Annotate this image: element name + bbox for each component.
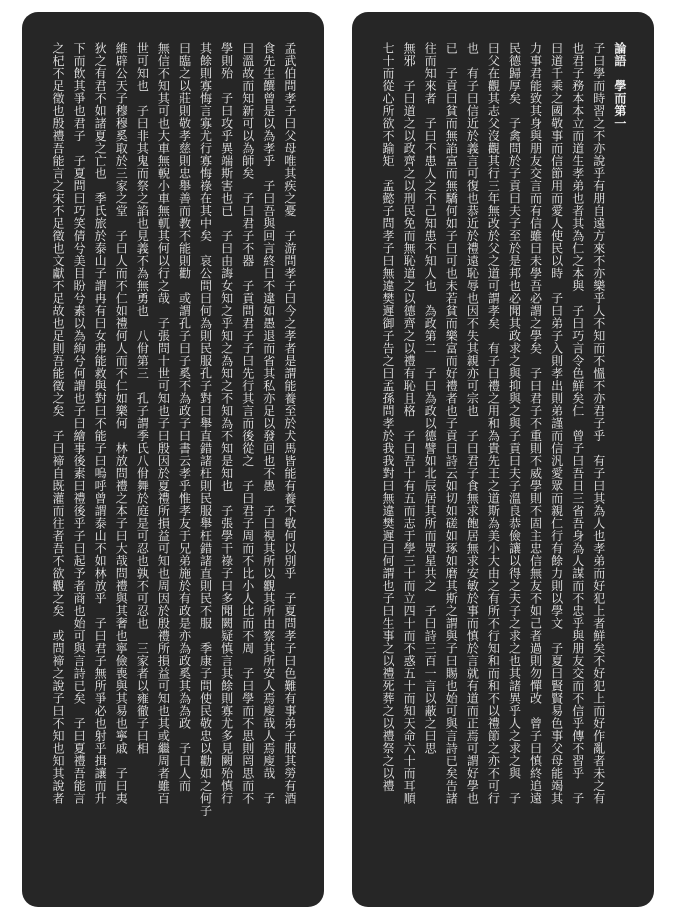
text-column: 子曰學而時習之不亦說乎有朋自遠方來不亦樂乎人不知而不慍不亦君子乎 有子曰其為人也孝弟而好犯上者鮮矣不好犯上而好作亂者未之有 [591, 42, 606, 805]
text-column: 曰臨之以莊則敬孝慈則忠舉善而教不能則勸 或謂孔子曰子奚不為政子曰書云孝乎惟孝友于兄弟施於有政是亦為政奚其為為政 子曰人而 [177, 42, 192, 792]
right-panel-text-columns [380, 42, 628, 883]
left-panel-text-columns [50, 42, 298, 883]
text-column: 力事君能致其身與朋友交言而有信雖曰未學吾必謂之學矣 子曰君子不重則不威學則不固主忠信無友不如己者過則勿憚改 曾子曰慎終追遠 [528, 42, 543, 805]
text-column: 往而知來者 子曰不患人之不己知患不知人也 為政第二 子曰為政以德譬如北辰居其所而眾星共之 子曰詩三百一言以蔽之曰思 [423, 42, 438, 755]
text-column: 維辟公天子穆穆奚取於三家之堂 子曰人而不仁如禮何人而不仁如樂何 林放問禮之本子曰大哉問禮與其奢也寧儉喪與其易也寧戚 子曰夷 [114, 42, 129, 805]
chapter-title-column: 論語 學而第一 [612, 42, 627, 130]
text-column: 學則殆 子曰攻乎異端斯害也已 子曰由誨女知之乎知之為知之不知為不知是知也 子張學干祿子曰多聞闕疑慎言其餘則寡尤多見闕殆慎行 [219, 42, 234, 805]
text-column: 曰道千乘之國敬事而信節用而愛人使民以時 子曰弟子入則孝出則弟謹而信汎愛眾而親仁行有餘力則以學文 子夏曰賢賢易色事父母能竭其 [549, 42, 564, 805]
text-column: 食先生饌曾是以為孝乎 子曰吾與回言終日不違如愚退而省其私亦足以發回也不愚 子曰視其所以觀其所由察其所安人焉廋哉人焉廋哉 子 [261, 42, 276, 805]
text-column: 七十而從心所欲不踰矩 孟懿子問孝子曰無違樊遲御子告之曰孟孫問孝於我我對曰無違樊遲曰何謂也子曰生事之以禮死葬之以禮祭之以禮 [381, 42, 395, 792]
text-column: 無信不知其可也大車無輗小車無軏其何以行之哉 子張問十世可知也子曰殷因於夏禮所損益可知也周因於殷禮所損益可知也其或繼周者雖百 [156, 42, 171, 805]
text-column: 曰溫故而知新可以為師矣 子曰君子不器 子貢問君子子曰先行其言而後從之 子曰君子周而不比小人比而不周 子曰學而不思則罔思而不 [240, 42, 255, 805]
text-column: 民德歸厚矣 子禽問於子貢曰夫子至於是邦也必聞其政求之與抑與之與子貢曰夫子溫良恭儉讓以得之夫子之求之也其諸異乎人之求之與 子 [507, 42, 522, 805]
text-column: 狄之有君不如諸夏之亡也 季氏旅於泰山子謂冉有曰女弗能救與對曰不能子曰嗚呼曾謂泰山不如林放乎 子曰君子無所爭必也射乎揖讓而升 [93, 42, 108, 805]
text-column: 之杞不足徵也殷禮吾能言之宋不足徵也文獻不足故也足則吾能徵之矣 子曰禘自既灌而往者吾不欲觀之矣 或問禘之說子曰不知也知其說者 [51, 42, 65, 805]
stele-rubbing-right-panel [352, 12, 654, 907]
text-column: 也 有子曰信近於義言可復也恭近於禮遠恥辱也因不失其親亦可宗也 子曰君子食無求飽居無求安敏於事而慎於言就有道而正焉可謂好學也 [465, 42, 480, 805]
text-column: 孟武伯問孝子曰父母唯其疾之憂 子游問孝子曰今之孝者是謂能養至於犬馬皆能有養不敬何以別乎 子夏問孝子曰色難有事弟子服其勞有酒 [282, 42, 297, 805]
text-column: 其餘則寡悔言寡尤行寡悔祿在其中矣 哀公問曰何為則民服孔子對曰舉直錯諸枉則民服舉枉錯諸直則民不服 季康子問使民敬忠以勸如之何子 [198, 42, 213, 817]
text-column: 也君子務本本立而道生孝弟也者其為仁之本與 子曰巧言令色鮮矣仁 曾子曰吾日三省吾身為人謀而不忠乎與朋友交而不信乎傳不習乎 子 [570, 42, 585, 805]
text-column: 無邪 子曰道之以政齊之以刑民免而無恥道之以德齊之以禮有恥且格 子曰吾十有五而志于學三十而立四十而不惑五十而知天命六十而耳順 [402, 42, 417, 805]
text-column: 下而飲其爭也君子 子夏問曰巧笑倩兮美目盼兮素以為絢兮何謂也子曰繪事後素曰禮後乎子曰起予者商也始可與言詩已矣 子曰夏禮吾能言 [72, 42, 87, 805]
text-column: 曰父在觀其志父沒觀其行三年無改於父之道可謂孝矣 有子曰禮之用和為貴先王之道斯為美小大由之有所不行知和而和不以禮節之亦不可行 [486, 42, 501, 805]
stele-rubbing-left-panel [22, 12, 324, 907]
text-column: 已 子貢曰貧而無諂富而無驕何如子曰可也未若貧而樂富而好禮者也子貢曰詩云如切如磋如琢如磨其斯之謂與子曰賜也始可與言詩已矣告諸 [444, 42, 459, 805]
text-column: 世可知也 子曰非其鬼而祭之諂也見義不為無勇也 八佾第三 孔子謂季氏八佾舞於庭是可忍也孰不可忍也 三家者以雍徹子曰相 [135, 42, 150, 755]
